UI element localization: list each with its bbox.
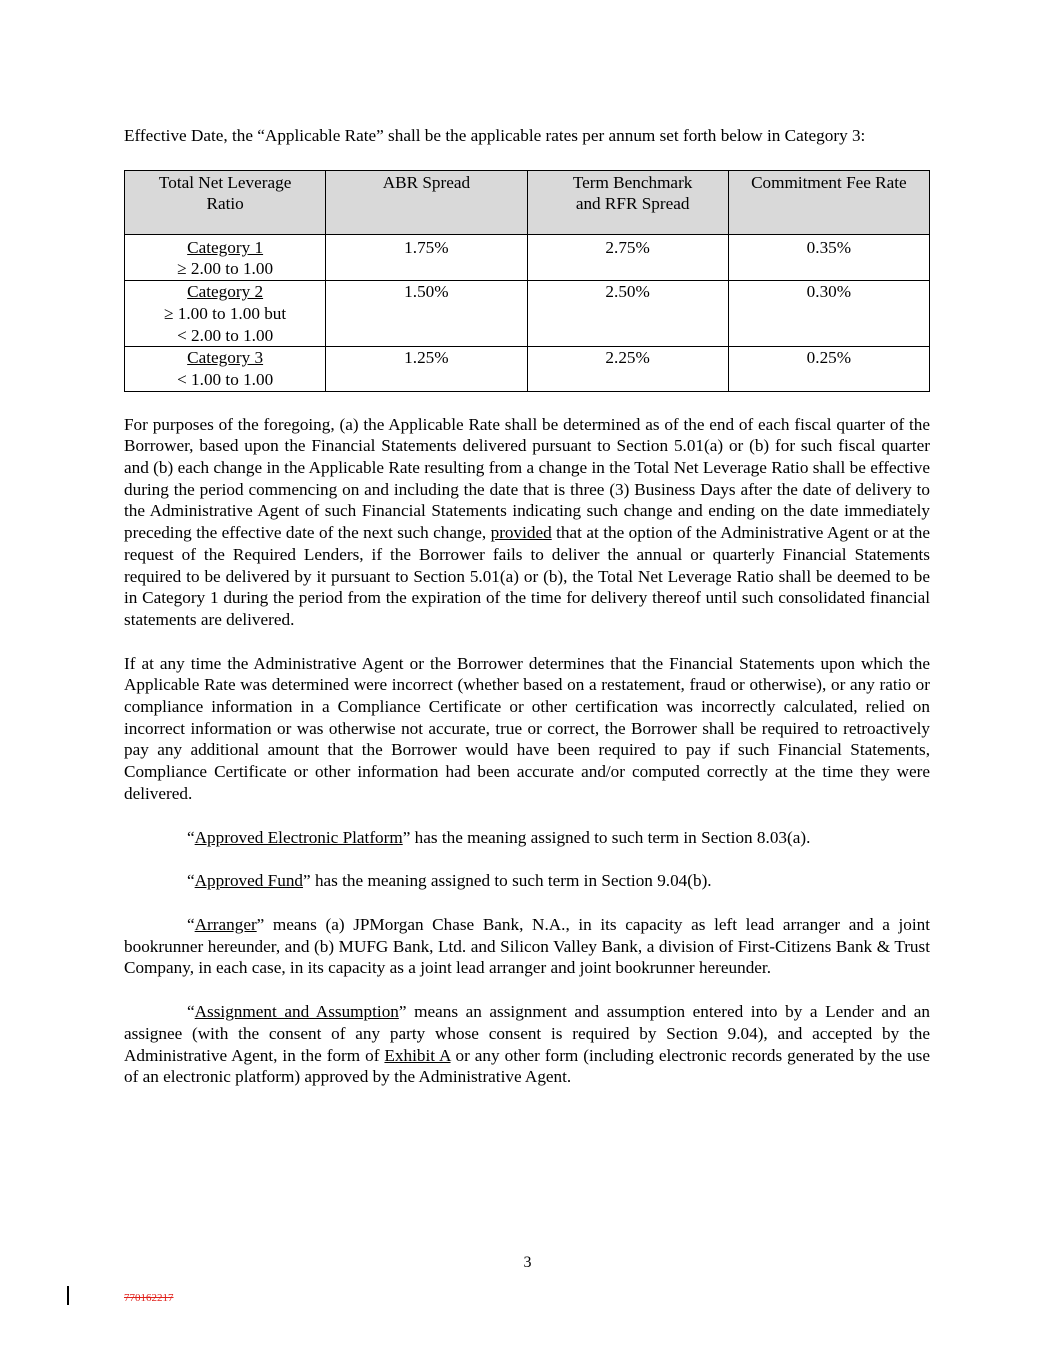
ratio-range: < 2.00 to 1.00 bbox=[177, 325, 274, 345]
definition-text: ” means an assignment and assumption entered into by a Lender and an assignee (with the consent of any party whose consent is required by Section 9.04), and accepted by the Administrative Agent, in the form of bbox=[124, 1002, 930, 1065]
ratio-range: ≥ 1.00 to 1.00 but bbox=[164, 303, 287, 323]
ratio-range: < 1.00 to 1.00 bbox=[177, 369, 274, 389]
definition-assignment-and-assumption bbox=[124, 1001, 930, 1088]
commitment-fee-value: 0.30% bbox=[728, 281, 929, 347]
provided-term: provided bbox=[490, 523, 552, 543]
table-row-category-2 bbox=[125, 281, 930, 347]
definition-arranger bbox=[124, 914, 930, 979]
defined-term: Approved Fund bbox=[194, 871, 304, 891]
definition-approved-electronic-platform bbox=[124, 827, 930, 849]
header-abr-spread: ABR Spread bbox=[326, 170, 527, 234]
table-header-row bbox=[125, 170, 930, 234]
abr-spread-value: 1.50% bbox=[326, 281, 527, 347]
category-label: Category 2 bbox=[187, 282, 264, 302]
commitment-fee-value: 0.35% bbox=[728, 234, 929, 280]
defined-term: Approved Electronic Platform bbox=[194, 827, 403, 847]
purposes-text-after: that at the option of the Administrative Agent or at the request of the Required Lenders, if the Borrower fails to deliver the annual or quarterly Financial Statements required to be delivered by it pursuant to Section 5.01(a) or (b), the Total Net Leverage Ratio shall be deemed to be in Category 1 during the period from the expiration of the time for delivery thereof until such consolidated financial statements are delivered. bbox=[124, 523, 930, 629]
revision-change-bar bbox=[67, 1286, 69, 1305]
ratio-cell bbox=[125, 234, 326, 280]
term-spread-value: 2.25% bbox=[527, 347, 728, 391]
applicable-rate-table bbox=[124, 170, 930, 392]
definition-text-end: or any other form (including electronic records generated by the use of an electronic platform) approved by the Administrative Agent. bbox=[124, 1045, 931, 1087]
intro-paragraph: Effective Date, the “Applicable Rate” shall be the applicable rates per annum set forth below in Category 3: bbox=[124, 126, 866, 145]
definition-text: ” has the meaning assigned to such term in Section 9.04(b). bbox=[303, 871, 712, 891]
term-spread-value: 2.75% bbox=[527, 234, 728, 280]
definition-text: ” has the meaning assigned to such term in Section 8.03(a). bbox=[402, 827, 811, 847]
commitment-fee-value: 0.25% bbox=[728, 347, 929, 391]
purposes-text-before: For purposes of the foregoing, (a) the Applicable Rate shall be determined as of the end of each fiscal quarter of the Borrower, based upon the Financial Statements delivered pursuant to Section 5.01(a) or (b) for such fiscal quarter and (b) each change in the Applicable Rate resulting from a change in the Total Net Leverage Ratio shall be effective during the period commencing on and including the date that is three (3) Business Days after the date of delivery to the Administrative Agent of such Financial Statements indicating such change and ending on the date immediately preceding the effective date of the next such change, bbox=[124, 414, 930, 543]
header-term-benchmark-rfr-spread: Term Benchmark and RFR Spread bbox=[527, 170, 728, 234]
open-quote: “ bbox=[187, 914, 195, 934]
category-label: Category 1 bbox=[187, 237, 264, 257]
ratio-cell bbox=[125, 281, 326, 347]
category-label: Category 3 bbox=[187, 348, 264, 368]
abr-spread-value: 1.75% bbox=[326, 234, 527, 280]
document-id: 770162217 bbox=[124, 1292, 174, 1304]
open-quote: “ bbox=[187, 1002, 195, 1022]
incorrect-statements-paragraph: If at any time the Administrative Agent or the Borrower determines that the Financial Statements upon which the Applicable Rate was determined were incorrect (whether based on a restatement, fraud or otherwise), or any ratio or compliance information in a Compliance Certificate or other certification was incorrectly calculated, relied on incorrect information or was otherwise not accurate, true or correct, the Borrower shall be required to retroactively pay any additional amount that the Borrower would have been required to pay if such Financial Statements, Compliance Certificate or other information had been accurate and/or computed correctly at the time they were delivered. bbox=[124, 653, 930, 803]
page-number: 3 bbox=[523, 1254, 532, 1271]
defined-term: Assignment and Assumption bbox=[194, 1002, 399, 1022]
document-page bbox=[124, 125, 930, 1110]
table-row-category-1 bbox=[125, 234, 930, 280]
table-row-category-3 bbox=[125, 347, 930, 391]
definition-text: ” means (a) JPMorgan Chase Bank, N.A., in its capacity as left lead arranger and a joint bookrunner hereunder, and (b) MUFG Bank, Ltd. and Silicon Valley Bank, a division of First-Citizens Bank & Trust Company, in each case, in its capacity as a joint lead arranger and joint bookrunner hereunder. bbox=[124, 914, 930, 978]
open-quote: “ bbox=[187, 827, 195, 847]
exhibit-a-reference: Exhibit A bbox=[384, 1045, 451, 1065]
ratio-cell bbox=[125, 347, 326, 391]
term-spread-value: 2.50% bbox=[527, 281, 728, 347]
defined-term: Arranger bbox=[194, 914, 257, 934]
purposes-paragraph bbox=[124, 414, 930, 631]
header-commitment-fee-rate: Commitment Fee Rate bbox=[728, 170, 929, 234]
open-quote: “ bbox=[187, 871, 195, 891]
definition-approved-fund bbox=[124, 870, 930, 892]
ratio-range: ≥ 2.00 to 1.00 bbox=[177, 259, 274, 279]
header-total-net-leverage-ratio: Total Net Leverage Ratio bbox=[125, 170, 326, 234]
abr-spread-value: 1.25% bbox=[326, 347, 527, 391]
